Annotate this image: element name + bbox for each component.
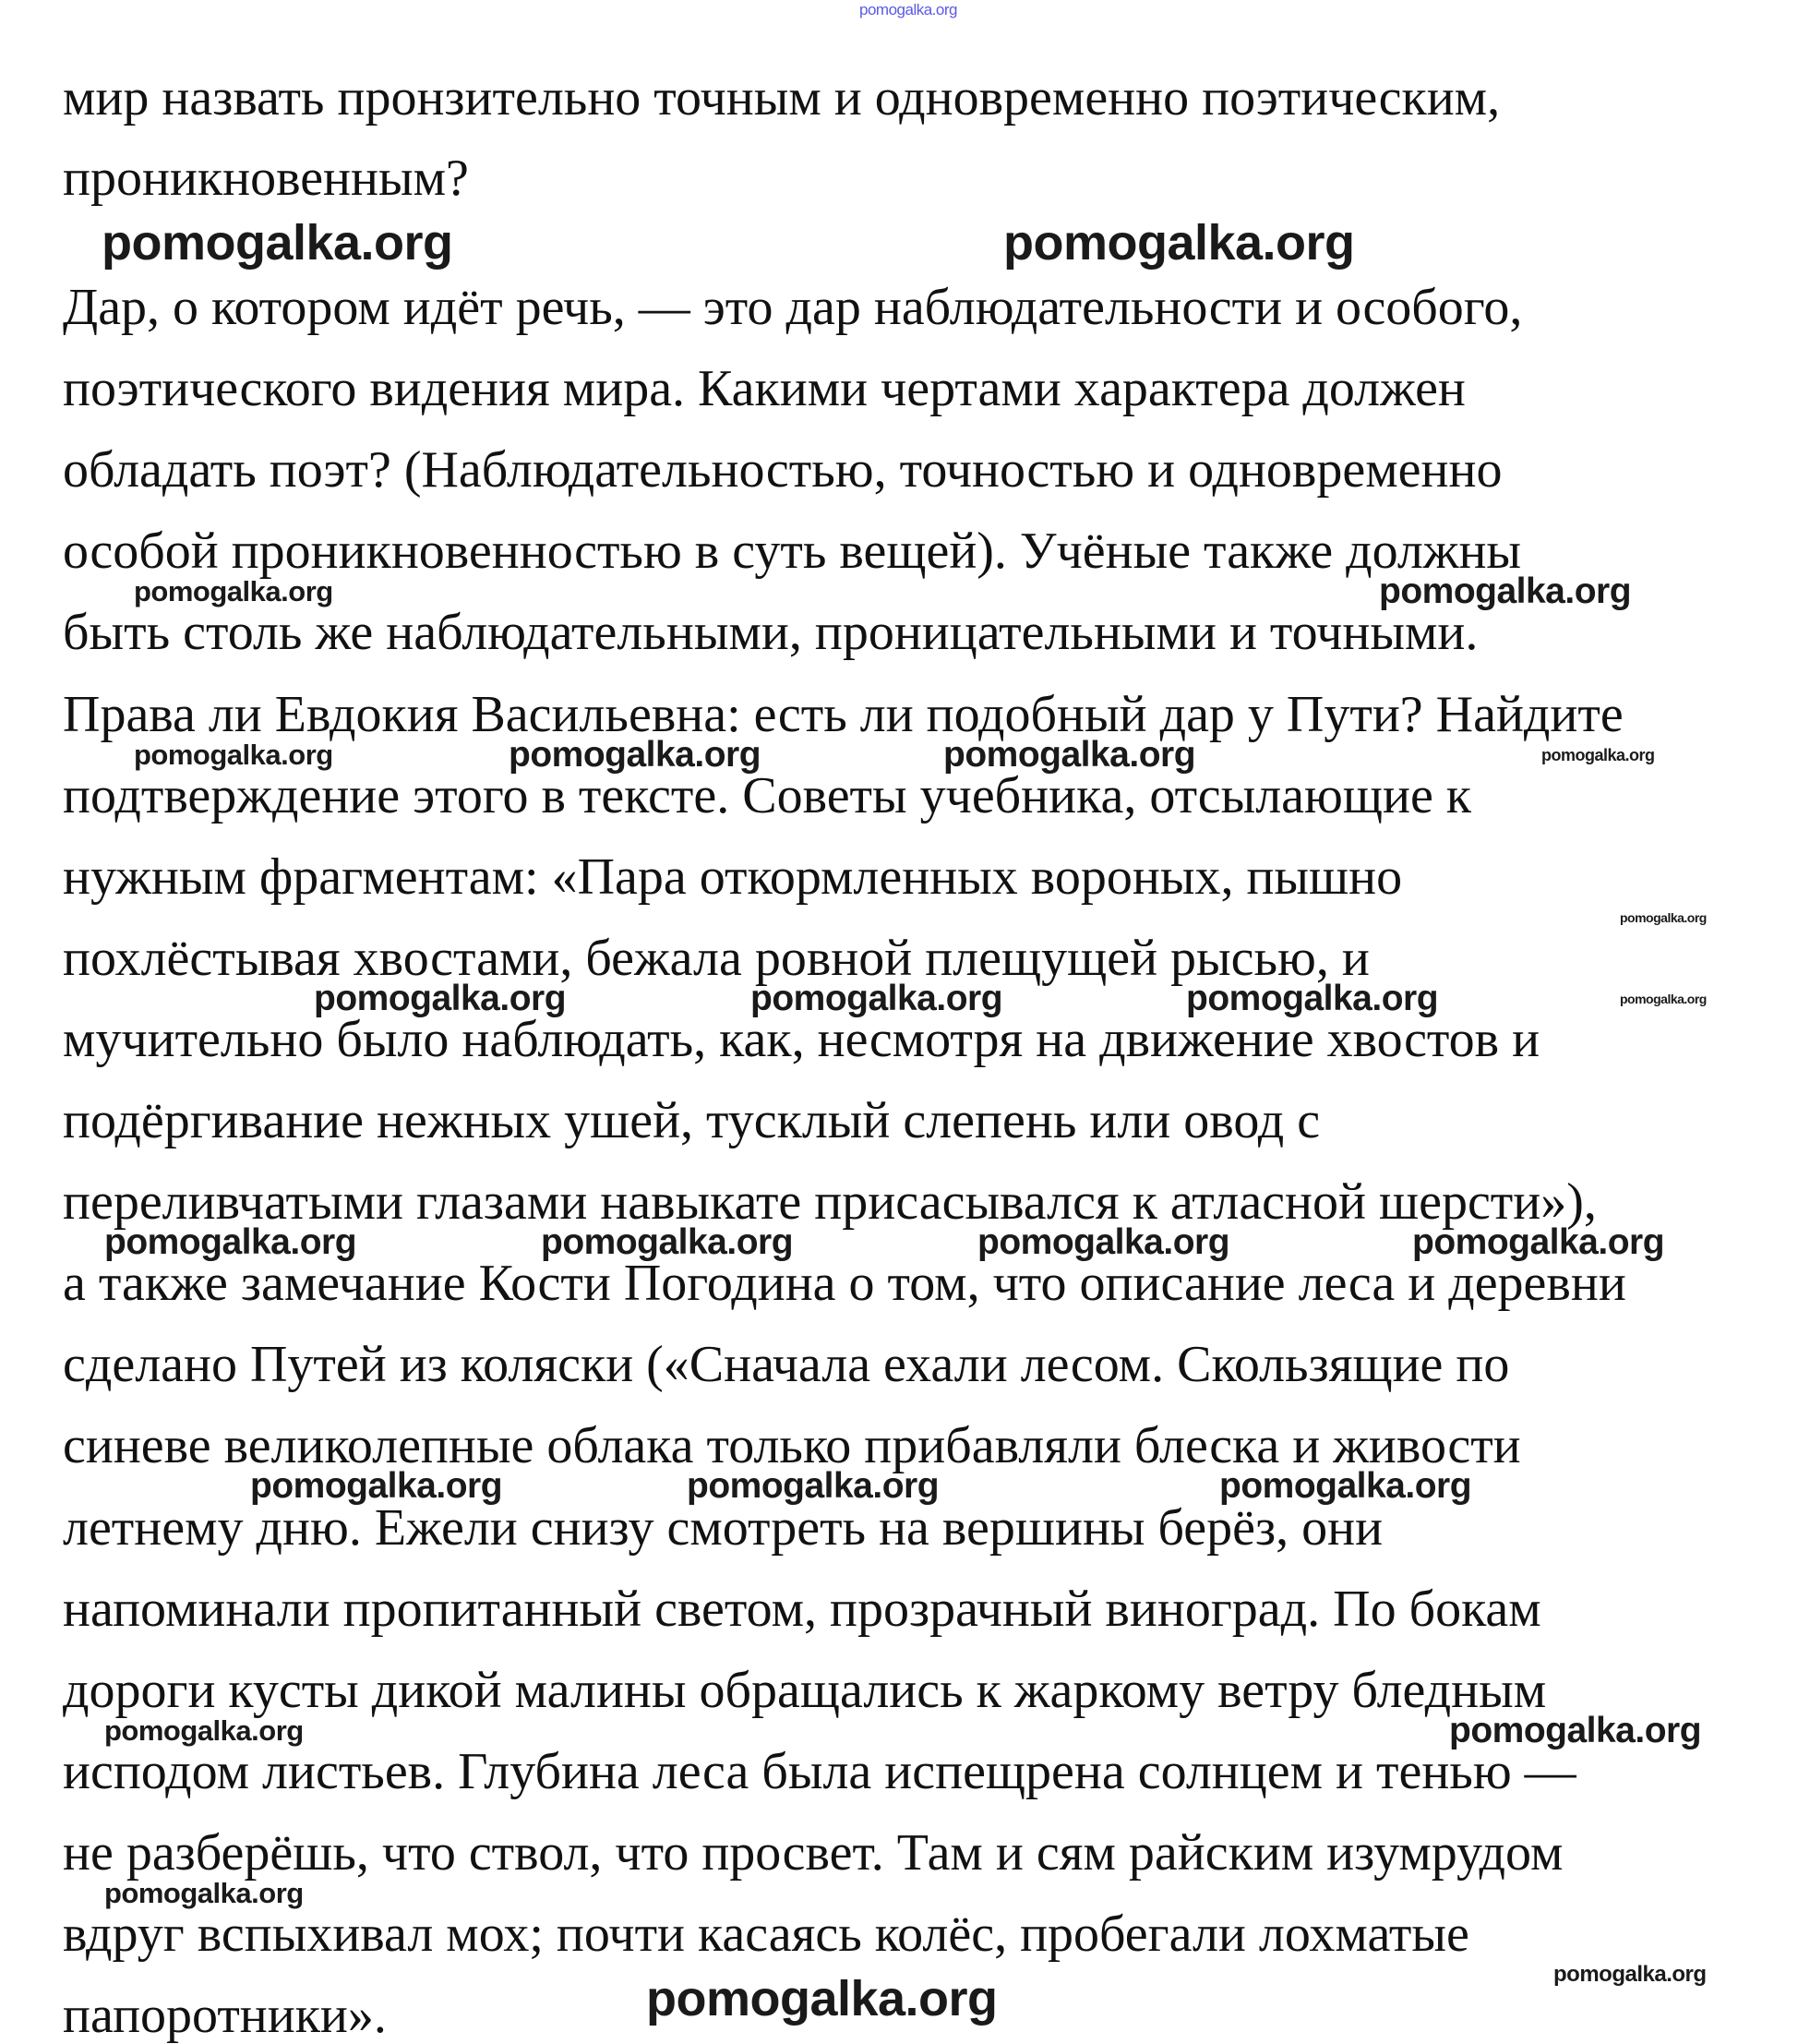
watermark-text: pomogalka.org xyxy=(104,1222,357,1263)
text-line: похлёстывая хвостами, бежала ровной плещущей рысью, и xyxy=(63,929,1370,987)
text-line: дороги кусты дикой малины обращались к жаркому ветру бледным xyxy=(63,1661,1547,1719)
watermark-text: pomogalka.org xyxy=(541,1222,794,1263)
text-line: вдруг вспыхивал мох; почти касаясь колёс, пробегали лохматые xyxy=(63,1906,1469,1963)
watermark-text: pomogalka.org xyxy=(1553,1962,1707,1987)
watermark-text: pomogalka.org xyxy=(687,1466,940,1507)
watermark-text: pomogalka.org xyxy=(943,734,1196,775)
text-line: подёргивание нежных ушей, тусклый слепень или овод с xyxy=(63,1092,1321,1149)
text-line: проникновенным? xyxy=(63,150,469,207)
text-line: синеве великолепные облака только прибавляли блеска и живости xyxy=(63,1417,1521,1475)
watermark-text: pomogalka.org xyxy=(102,215,453,271)
text-line: подтверждение этого в тексте. Советы учебника, отсылающие к xyxy=(63,766,1471,824)
text-line: Дар, о котором идёт речь, — это дар наблюдательности и особого, xyxy=(63,279,1523,336)
text-line: особой проникновенностью в суть вещей). Учёные также должны xyxy=(63,523,1522,581)
watermark-text: pomogalka.org xyxy=(1412,1222,1665,1263)
text-line: обладать поэт? (Наблюдательностью, точностью и одновременно xyxy=(63,441,1503,499)
watermark-text: pomogalka.org xyxy=(1620,991,1707,1006)
watermark-text: pomogalka.org xyxy=(646,1971,998,2026)
watermark-text: pomogalka.org xyxy=(750,978,1003,1018)
watermark-text: pomogalka.org xyxy=(509,734,761,775)
watermark-text: pomogalka.org xyxy=(104,1876,304,1909)
watermark-text: pomogalka.org xyxy=(314,978,567,1018)
watermark-text: pomogalka.org xyxy=(1219,1466,1472,1507)
watermark-text: pomogalka.org xyxy=(134,738,333,771)
text-line: летнему дню. Ежели снизу смотреть на вершины берёз, они xyxy=(63,1498,1384,1557)
watermark-text: pomogalka.org xyxy=(977,1222,1230,1263)
watermark-text: pomogalka.org xyxy=(1379,571,1632,612)
text-line: мучительно было наблюдать, как, несмотря на движение хвостов и xyxy=(63,1010,1540,1068)
text-line: переливчатыми глазами навыкате присасывался к атласной шерсти»), xyxy=(63,1173,1597,1232)
text-line: сделано Путей из коляски («Сначала ехали лесом. Скользящие по xyxy=(63,1336,1510,1394)
text-line: поэтического видения мира. Какими чертами характера должен xyxy=(63,360,1466,418)
watermark-text: pomogalka.org xyxy=(1003,215,1355,271)
text-line: не разберёшь, что ствол, что просвет. Там и сям райским изумрудом xyxy=(63,1823,1564,1882)
text-line: нужным фрагментам: «Пара откормленных вороных, пышно xyxy=(63,848,1403,906)
text-line: напоминали пропитанный светом, прозрачный виноград. По бокам xyxy=(63,1580,1541,1638)
text-line: быть столь же наблюдательными, проницательными и точными. xyxy=(63,604,1479,662)
watermark-text: pomogalka.org xyxy=(250,1466,503,1507)
text-line: мир назвать пронзительно точным и одновременно поэтическим, xyxy=(63,69,1501,126)
watermark-text: pomogalka.org xyxy=(1186,978,1439,1018)
text-line: папоротники». xyxy=(63,1987,387,2044)
text-line: исподом листьев. Глубина леса была испещрена солнцем и тенью — xyxy=(63,1742,1576,1800)
watermark-text: pomogalka.org xyxy=(1620,909,1707,925)
watermark-text: pomogalka.org xyxy=(104,1713,304,1747)
watermark-text: pomogalka.org xyxy=(1541,745,1655,764)
watermark-text: pomogalka.org xyxy=(1449,1710,1702,1750)
text-line: а также замечание Кости Погодина о том, что описание леса и деревни xyxy=(63,1255,1626,1313)
text-line: Права ли Евдокия Васильевна: есть ли подобный дар у Пути? Найдите xyxy=(63,685,1624,743)
top-watermark-link[interactable]: pomogalka.org xyxy=(859,1,957,18)
watermark-text: pomogalka.org xyxy=(134,575,333,608)
